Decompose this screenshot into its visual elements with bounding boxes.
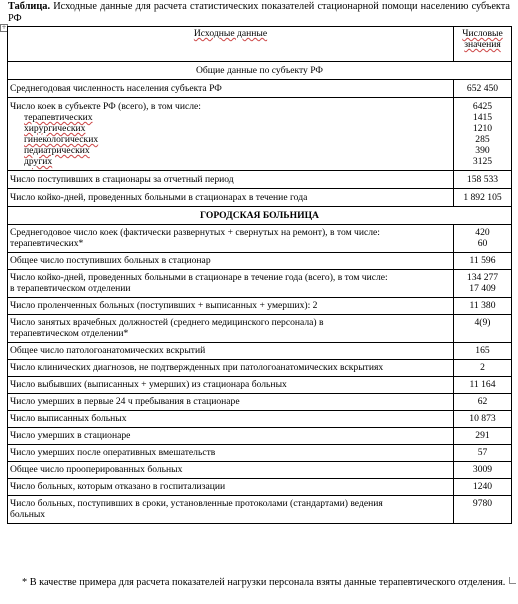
row-label-line: терапевтическом отделении* <box>10 328 129 339</box>
row-value <box>454 394 512 411</box>
row-value <box>454 315 512 343</box>
row-value <box>454 298 512 315</box>
section-row-hospital <box>8 207 512 225</box>
row-value <box>454 253 512 270</box>
table-row <box>8 315 512 343</box>
row-value <box>454 377 512 394</box>
section-title: Общие данные по субъекту РФ <box>8 62 512 80</box>
row-value-line: 1240 <box>472 481 493 492</box>
row-value <box>454 411 512 428</box>
row-value <box>454 445 512 462</box>
row-value: 652 450 <box>454 80 512 98</box>
row-label <box>8 479 454 496</box>
table-row <box>8 428 512 445</box>
beds-values <box>454 98 512 171</box>
row-label <box>8 428 454 445</box>
row-label-line: Число больных, которым отказано в госпитализации <box>10 481 226 492</box>
row-label-line: Число умерших в стационаре <box>10 430 131 441</box>
row-value <box>454 496 512 524</box>
caption-label: Таблица. <box>8 1 51 12</box>
row-label-line: Число занятых врачебных должностей (среднего медицинского персонала) в <box>10 317 324 328</box>
table-move-handle-icon[interactable]: + <box>1 24 7 31</box>
row-label-line: Число койко-дней, проведенных больными в стационаре в течение года (всего), в том числе: <box>10 272 388 283</box>
row-value-line: 62 <box>477 396 488 407</box>
row-label-line: Число умерших после оперативных вмешательств <box>10 447 216 458</box>
row-label <box>8 462 454 479</box>
beds-item-value: 3125 <box>472 156 493 167</box>
footnote: * В качестве примера для расчета показателей нагрузки персонала взяты данные терапевтического отделения. <box>22 577 506 588</box>
row-label <box>8 298 454 315</box>
beds-item-label: других <box>24 156 53 167</box>
beds-item-label: хирургических <box>24 123 86 134</box>
table-row <box>8 360 512 377</box>
row-value <box>454 479 512 496</box>
row-label-line: в терапевтическом отделении <box>10 283 131 294</box>
row-value-line: 291 <box>475 430 490 441</box>
row-value <box>454 462 512 479</box>
row-label <box>8 496 454 524</box>
table-row <box>8 377 512 394</box>
row-label <box>8 411 454 428</box>
row-value: 1 892 105 <box>454 189 512 207</box>
beds-item-value: 390 <box>475 145 490 156</box>
row-label-line: терапевтических* <box>10 238 84 249</box>
row-value-line: 60 <box>477 238 488 249</box>
row-label: Число койко-дней, проведенных больными в стационарах в течение года <box>8 189 454 207</box>
row-label-line: Среднегодовое число коек (фактически развернутых + свернутых на ремонт), в том числе: <box>10 227 380 238</box>
row-label-line: Общее число прооперированных больных <box>10 464 183 475</box>
row-value-line: 2 <box>480 362 485 373</box>
table-row <box>8 80 512 98</box>
row-label: Число поступивших в стационары за отчетный период <box>8 171 454 189</box>
row-label-line: Число клинических диагнозов, не подтвержденных при патологоанатомических вскрытиях <box>10 362 384 373</box>
beds-item-value: 1415 <box>472 112 493 123</box>
row-label <box>8 394 454 411</box>
row-value-line: 3009 <box>472 464 493 475</box>
row-value <box>454 428 512 445</box>
table-row <box>8 171 512 189</box>
beds-item-label: терапевтических <box>24 112 93 123</box>
beds-item-value: 285 <box>475 134 490 145</box>
table-row <box>8 496 512 524</box>
beds-cell <box>8 98 454 171</box>
beds-item-label: гинекологических <box>24 134 99 145</box>
row-value-line: 57 <box>477 447 488 458</box>
table-row <box>8 462 512 479</box>
header-source-data: Исходные данные <box>8 27 454 62</box>
row-label-line: Число выбывших (выписанных + умерших) из стационара больных <box>10 379 287 390</box>
row-label-line: Число больных, поступивших в сроки, установленные протоколами (стандартами) ведения <box>10 498 383 509</box>
row-label <box>8 343 454 360</box>
row-value-line: 11 164 <box>469 379 496 390</box>
row-label <box>8 253 454 270</box>
table-row <box>8 189 512 207</box>
table-resize-handle-icon[interactable] <box>509 577 516 584</box>
table-header-row <box>8 27 512 62</box>
row-label: Среднегодовая численность населения субъекта РФ <box>8 80 454 98</box>
section-title: ГОРОДСКАЯ БОЛЬНИЦА <box>8 207 512 225</box>
row-label <box>8 377 454 394</box>
header-values: Числовые значения <box>454 27 512 62</box>
row-label <box>8 270 454 298</box>
table-row <box>8 411 512 428</box>
table-row-beds <box>8 98 512 171</box>
beds-total-value: 6425 <box>472 101 493 112</box>
beds-title: Число коек в субъекте РФ (всего), в том числе: <box>10 101 201 112</box>
row-value-line: 420 <box>475 227 490 238</box>
caption-text: Исходные данные для расчета статистических показателей стационарной помощи населению субъекта РФ <box>8 1 510 24</box>
row-label <box>8 445 454 462</box>
row-value <box>454 360 512 377</box>
section-row-general <box>8 62 512 80</box>
beds-item-label: педиатрических <box>24 145 90 156</box>
table-row <box>8 298 512 315</box>
row-value <box>454 225 512 253</box>
row-value <box>454 343 512 360</box>
row-value-line: 134 277 <box>466 272 499 283</box>
row-label-line: Число умерших в первые 24 ч пребывания в стационаре <box>10 396 240 407</box>
table-row <box>8 479 512 496</box>
row-value-line: 17 409 <box>469 283 496 294</box>
row-label-line: больных <box>10 509 46 520</box>
row-label-line: Число выписанных больных <box>10 413 127 424</box>
table-row <box>8 394 512 411</box>
data-table <box>7 26 512 524</box>
row-label <box>8 360 454 377</box>
table-row <box>8 343 512 360</box>
row-label <box>8 225 454 253</box>
row-label-line: Число проленченных больных (поступивших + выписанных + умерших): 2 <box>10 300 318 311</box>
row-label-line: Общее число патологоанатомических вскрытий <box>10 345 206 356</box>
row-value-line: 11 596 <box>469 255 496 266</box>
beds-item-value: 1210 <box>472 123 493 134</box>
row-value-line: 11 380 <box>469 300 496 311</box>
row-label-line: Общее число поступивших больных в стационар <box>10 255 211 266</box>
table-row <box>8 445 512 462</box>
row-value: 158 533 <box>454 171 512 189</box>
row-value-line: 165 <box>475 345 490 356</box>
table-row <box>8 225 512 253</box>
row-value-line: 9780 <box>472 498 493 509</box>
table-caption <box>8 1 510 25</box>
row-label <box>8 315 454 343</box>
table-row <box>8 253 512 270</box>
row-value-line: 4(9) <box>474 317 491 328</box>
table-row <box>8 270 512 298</box>
row-value-line: 10 873 <box>469 413 496 424</box>
row-value <box>454 270 512 298</box>
